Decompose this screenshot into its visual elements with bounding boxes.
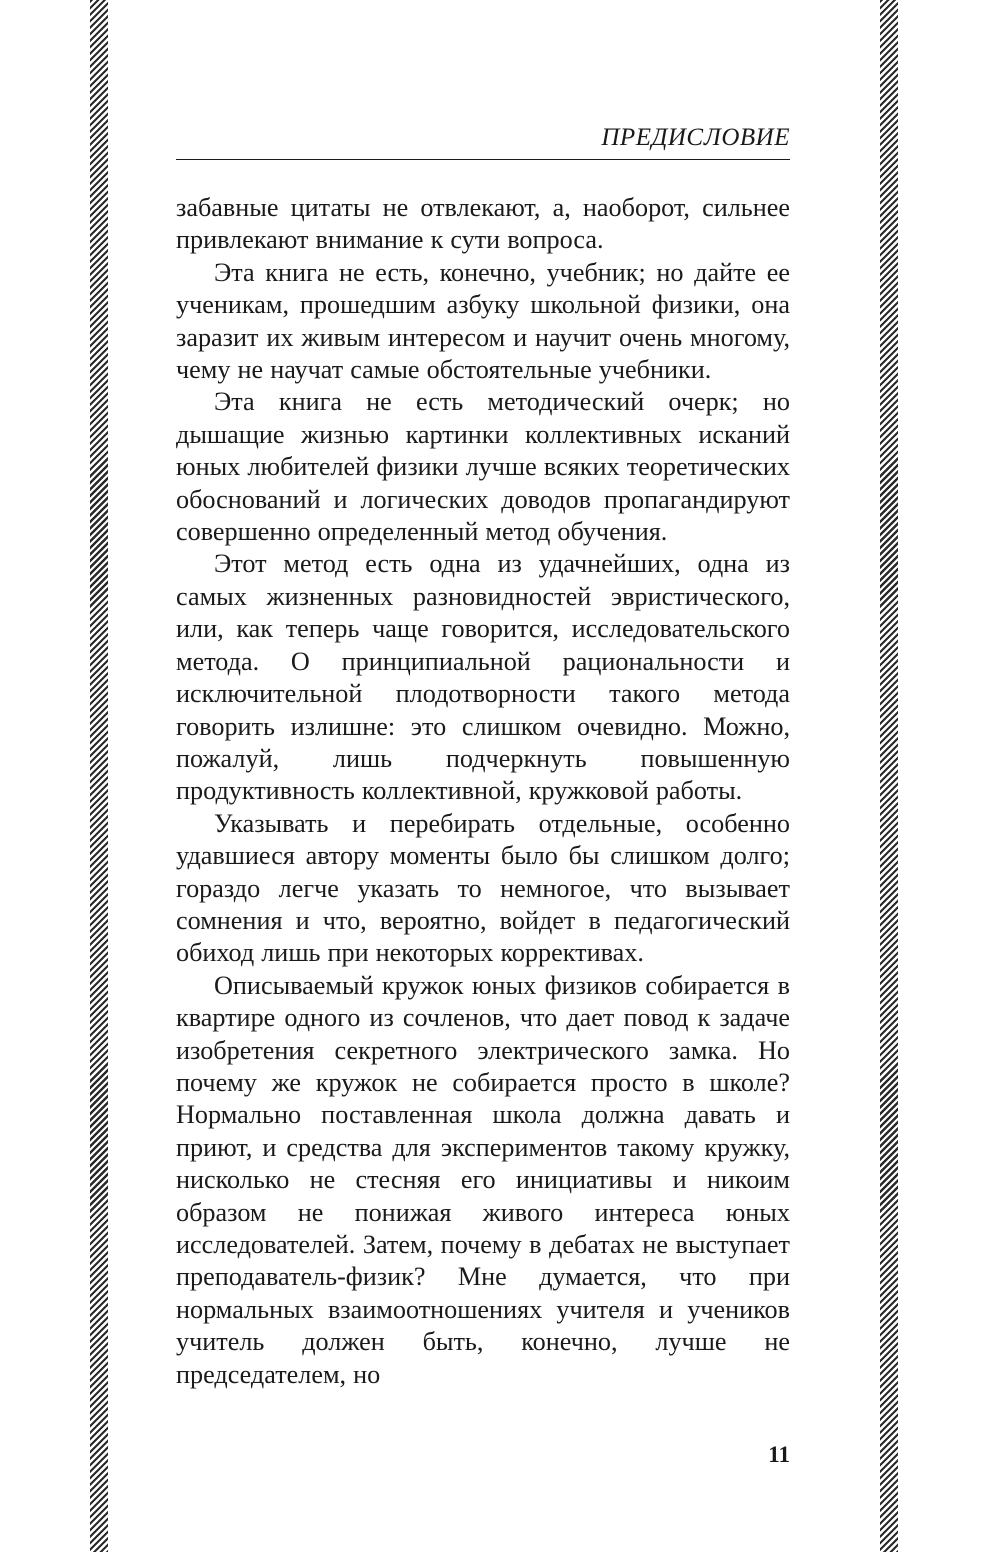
paragraph-4: Этот метод есть одна из удачнейших, одна из самых жизненных разновидностей эвристического, или, как теперь чаще говорится, исследовательского метода. О принципиальной рациональности и исключительной плодотворности такого метода говорить излишне: это слишком очевидно. Можно, пожалуй, лишь подчеркнуть повышенную продуктивность коллективной, кружковой работы. [176, 549, 790, 806]
page-number: 11 [768, 1442, 790, 1467]
decorative-border-left [90, 0, 108, 1552]
paragraph-2: Эта книга не есть, конечно, учебник; но дайте ее ученикам, прошедшим азбуку школьной физики, она заразит их живым интересом и научит очень многому, чему не научат самые обстоятельные учебники. [176, 257, 790, 385]
paragraph-6: Описываемый кружок юных физиков собирается в квартире одного из сочленов, что дает повод к задаче изобретения секретного электрического замка. Но почему же кружок не собирается просто в школе? Нормально поставленная школа должна давать и приют, и средства для экспериментов такому кружку, нисколько не стесняя его инициативы и никоим образом не понижая живого интереса юных исследователей. Затем, почему в дебатах не выступает преподаватель-физик? Мне думается, что при нормальных взаимоотношениях учителя и учеников учитель должен быть, конечно, лучше не председателем, но [176, 970, 790, 1389]
paragraph-1: забавные цитаты не отвлекают, а, наоборот, сильнее привлекают внимание к сути вопроса. [176, 193, 790, 255]
running-head [176, 120, 790, 160]
body-text [176, 192, 790, 1391]
paragraph-3: Эта книга не есть методический очерк; но дышащие жизнью картинки коллективных исканий юных любителей физики лучше всяких теоретических обоснований и логических доводов пропагандируют совершенно определенный метод обучения. [176, 387, 790, 547]
paragraph-5: Указывать и перебирать отдельные, особенно удавшиеся автору моменты было бы слишком долго; гораздо легче указать то немногое, что вызывает сомнения и что, вероятно, войдет в педагогический обиход лишь при некоторых коррективах. [176, 808, 790, 968]
running-head-title: ПРЕДИСЛОВИЕ [601, 124, 790, 151]
decorative-border-right [880, 0, 898, 1552]
